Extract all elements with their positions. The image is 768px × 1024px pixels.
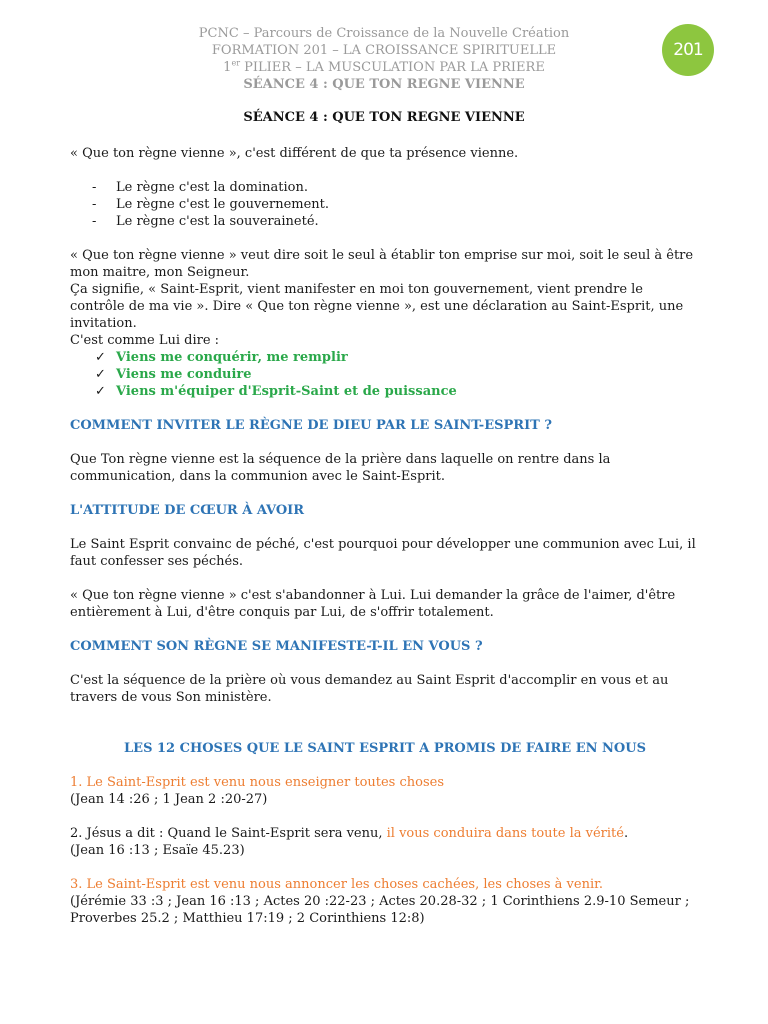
- header-pillar-superscript: er: [231, 58, 241, 68]
- promise-item-1: 1. Le Saint-Esprit est venu nous enseigner toutes choses: [70, 775, 445, 790]
- section-invite-text: Que Ton règne vienne est la séquence de la prière dans laquelle on rentre dans la communication, dans la communion avec le Saint-Esprit.: [70, 452, 611, 484]
- section-attitude-text-2: « Que ton règne vienne » c'est s'abandonner à Lui. Lui demander la grâce de l'aimer, d'être entièrement à Lui, d'être conquis par Lui, de s'offrir totalement.: [70, 588, 676, 620]
- list-item: - Le règne c'est la domination.: [70, 179, 700, 196]
- promise-item-2-lead: 2. Jésus a dit : Quand le Saint-Esprit sera venu,: [70, 826, 387, 841]
- section-heading-manifest: COMMENT SON RÈGNE SE MANIFESTE-T-IL EN VOUS ?: [70, 639, 483, 654]
- header-line-formation: FORMATION 201 – LA CROISSANCE SPIRITUELLE: [211, 43, 557, 58]
- section-manifest-text: C'est la séquence de la prière où vous demandez au Saint Esprit d'accomplir en vous et au travers de vous Son ministère.: [70, 673, 669, 705]
- document-body: [70, 145, 700, 927]
- invitation-lead: C'est comme Lui dire :: [70, 333, 220, 348]
- section-attitude-text-1: Le Saint Esprit convainc de péché, c'est pourquoi pour développer une communion avec Lui, il faut confesser ses péchés.: [70, 537, 696, 569]
- promise-item-2-end: .: [623, 826, 629, 841]
- logo-text: 201: [673, 40, 703, 60]
- document-header: [0, 25, 768, 93]
- checklist-item: ✓ Viens m'équiper d'Esprit-Saint et de puissance: [70, 383, 700, 400]
- section-heading-attitude: L'ATTITUDE DE CŒUR À AVOIR: [70, 503, 305, 518]
- intro-paragraph: « Que ton règne vienne », c'est différent de que ta présence vienne.: [70, 146, 519, 161]
- section-heading-twelve-things: LES 12 CHOSES QUE LE SAINT ESPRIT A PROMIS DE FAIRE EN NOUS: [124, 741, 646, 756]
- definition-list: [70, 179, 700, 230]
- promise-item-2-highlight: il vous conduira dans toute la vérité: [386, 826, 624, 841]
- signification-paragraph: Ça signifie, « Saint-Esprit, vient manifester en moi ton gouvernement, vient prendre le contrôle de ma vie ». Dire « Que ton règne vienne », est une déclaration au Saint-Esprit, une invitation.: [70, 282, 684, 331]
- section-heading-invite: COMMENT INVITER LE RÈGNE DE DIEU PAR LE SAINT-ESPRIT ?: [70, 418, 552, 433]
- page-title: SÉANCE 4 : QUE TON REGNE VIENNE: [243, 110, 525, 125]
- header-line-pillar: [0, 59, 768, 76]
- promise-reference-2: (Jean 16 :13 ; Esaïe 45.23): [70, 843, 245, 858]
- header-line-session: SÉANCE 4 : QUE TON REGNE VIENNE: [243, 77, 525, 92]
- promise-reference-1: (Jean 14 :26 ; 1 Jean 2 :20-27): [70, 792, 268, 807]
- list-item: - Le règne c'est la souveraineté.: [70, 213, 700, 230]
- header-pillar-text: PILIER – LA MUSCULATION PAR LA PRIERE: [240, 60, 545, 75]
- formation-201-logo: [662, 24, 714, 76]
- list-item: - Le règne c'est le gouvernement.: [70, 196, 700, 213]
- checklist-item: ✓ Viens me conduire: [70, 366, 700, 383]
- promise-reference-3: (Jérémie 33 :3 ; Jean 16 :13 ; Actes 20 :22-23 ; Actes 20.28-32 ; 1 Corinthiens 2.9-10 Semeur ; Proverbes 25.2 ; Matthieu 17:19 ; 2 Corinthiens 12:8): [70, 894, 690, 926]
- promise-item-2: [70, 825, 700, 842]
- promise-item-3: 3. Le Saint-Esprit est venu nous annoncer les choses cachées, les choses à venir.: [70, 877, 604, 892]
- checklist-item: ✓ Viens me conquérir, me remplir: [70, 349, 700, 366]
- header-line-program: PCNC – Parcours de Croissance de la Nouvelle Création: [198, 26, 570, 41]
- invitation-checklist: [70, 349, 700, 400]
- meaning-paragraph: « Que ton règne vienne » veut dire soit le seul à établir ton emprise sur moi, soit le seul à être mon maitre, mon Seigneur.: [70, 248, 694, 280]
- header-pillar-number: 1: [223, 60, 232, 75]
